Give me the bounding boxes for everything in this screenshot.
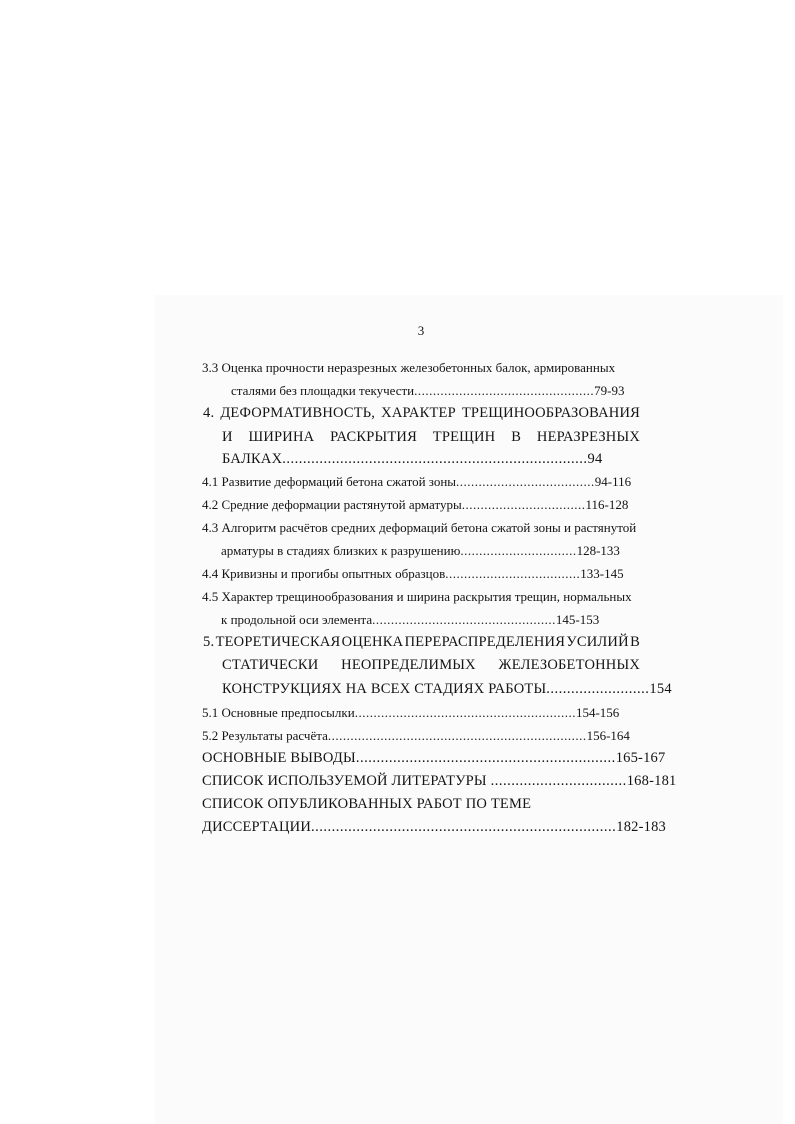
toc-entry-4-2 [202, 498, 628, 511]
toc-entry-5-line2 [222, 658, 640, 673]
toc-word: УСИЛИЙ [566, 634, 629, 650]
toc-entry-5-title: КОНСТРУКЦИЯХ НА ВСЕХ СТАДИЯХ РАБОТЫ [222, 681, 547, 697]
toc-entry-5-line3 [222, 682, 672, 697]
toc-entry-5-pages: 154 [649, 681, 672, 697]
toc-entry-4-1-pages: 94-116 [594, 474, 632, 489]
toc-entry-4-4-title: 4.4 Кривизны и прогибы опытных образцов [202, 566, 446, 581]
toc-entry-references-title: СПИСОК ИСПОЛЬЗУЕМОЙ ЛИТЕРАТУРЫ [202, 773, 491, 789]
leader-dots: ............................................................... [355, 750, 616, 766]
toc-word: 4. [203, 405, 215, 421]
toc-word: И [222, 429, 233, 445]
leader-dots: .......................................................................... [282, 451, 588, 467]
toc-word: ЖЕЛЕЗОБЕТОННЫХ [498, 657, 640, 673]
toc-word: СТАТИЧЕСКИ [222, 657, 319, 673]
toc-entry-4-1 [202, 475, 631, 488]
leader-dots: ............................... [460, 543, 577, 558]
toc-entry-4-5-pages: 145-153 [555, 612, 600, 627]
leader-dots: ................................. [490, 773, 627, 789]
toc-entry-4-title: БАЛКАХ [222, 451, 283, 467]
toc-entry-4-3-title: арматуры в стадиях близких к разрушению [221, 543, 461, 558]
toc-entry-5-1-title: 5.1 Основные предпосылки [202, 705, 355, 720]
toc-entry-4-line2 [222, 430, 640, 445]
toc-entry-5-line1 [203, 635, 640, 650]
toc-word: ДЕФОРМАТИВНОСТЬ, [220, 405, 376, 421]
page-number: 3 [417, 323, 425, 338]
toc-entry-5-1-pages: 154-156 [575, 705, 620, 720]
leader-dots: ................................. [461, 497, 586, 512]
leader-dots: ................................................ [414, 383, 595, 398]
leader-dots: ......................... [546, 681, 650, 697]
toc-word: В [630, 634, 640, 650]
toc-entry-4-3-line1: 4.3 Алгоритм расчётов средних деформаций бетона сжатой зоны и растянутой [202, 520, 637, 535]
toc-entry-3-3-line2 [231, 384, 624, 397]
toc-entry-4-pages: 94 [587, 451, 603, 467]
toc-entry-3-3-title: сталями без площадки текучести [231, 383, 415, 398]
leader-dots: ..................................................................... [327, 728, 587, 743]
toc-entry-3-3-pages: 79-93 [594, 383, 625, 398]
toc-entry-publications-title: ДИССЕРТАЦИИ [202, 819, 312, 835]
toc-entry-publications-line1: СПИСОК ОПУБЛИКОВАННЫХ РАБОТ ПО ТЕМЕ [202, 796, 532, 812]
toc-entry-3-3-line1: 3.3 Оценка прочности неразрезных железобетонных балок, армированных [202, 360, 616, 375]
toc-entry-4-line1 [203, 406, 640, 421]
toc-word: 5. [203, 634, 215, 650]
toc-entry-4-5-line2 [221, 613, 599, 626]
toc-entry-publications-pages: 182-183 [616, 819, 667, 835]
toc-entry-conclusions-pages: 165-167 [615, 750, 666, 766]
toc-word: НЕОПРЕДЕЛИМЫХ [341, 657, 476, 673]
toc-entry-5-2-title: 5.2 Результаты расчёта [202, 728, 328, 743]
toc-entry-4-5-title: к продольной оси элемента [221, 612, 373, 627]
toc-word: НЕРАЗРЕЗНЫХ [536, 429, 640, 445]
toc-word: ШИРИНА [248, 429, 315, 445]
leader-dots: .................................... [445, 566, 581, 581]
toc-word: ТЕОРЕТИЧЕСКАЯ [215, 634, 341, 650]
leader-dots: ........................................................... [354, 705, 576, 720]
toc-entry-5-1 [202, 706, 619, 719]
toc-entry-4-3-line2 [221, 544, 620, 557]
leader-dots: .......................................................................... [311, 819, 617, 835]
toc-entry-4-5-line1: 4.5 Характер трещинообразования и ширина раскрытия трещин, нормальных [202, 589, 632, 604]
toc-entry-references [202, 774, 676, 789]
toc-word: ТРЕЩИН [432, 429, 496, 445]
toc-entry-4-3-pages: 128-133 [576, 543, 620, 558]
toc-word: ТРЕЩИНООБРАЗОВАНИЯ [461, 405, 640, 421]
toc-entry-conclusions-title: ОСНОВНЫЕ ВЫВОДЫ [202, 750, 356, 766]
toc-word: ХАРАКТЕР [381, 405, 456, 421]
toc-entry-5-2 [202, 729, 630, 742]
toc-entry-publications-line2 [202, 820, 666, 835]
toc-entry-4-2-pages: 116-128 [585, 497, 629, 512]
toc-word: ОЦЕНКА [341, 634, 404, 650]
toc-word: В [511, 429, 522, 445]
toc-entry-4-1-title: 4.1 Развитие деформаций бетона сжатой зоны [202, 474, 457, 489]
leader-dots: ................................................. [372, 612, 556, 627]
toc-entry-4-2-title: 4.2 Средние деформации растянутой арматуры [202, 497, 462, 512]
leader-dots: ..................................... [456, 474, 595, 489]
toc-entry-4-line3 [222, 452, 602, 467]
toc-entry-4-4-pages: 133-145 [580, 566, 624, 581]
toc-entry-conclusions [202, 751, 665, 766]
toc-word: ПЕРЕРАСПРЕДЕЛЕНИЯ [404, 634, 566, 650]
toc-entry-5-2-pages: 156-164 [586, 728, 630, 743]
toc-entry-4-4 [202, 567, 624, 580]
toc-word: РАСКРЫТИЯ [330, 429, 417, 445]
toc-entry-references-pages: 168-181 [626, 773, 677, 789]
